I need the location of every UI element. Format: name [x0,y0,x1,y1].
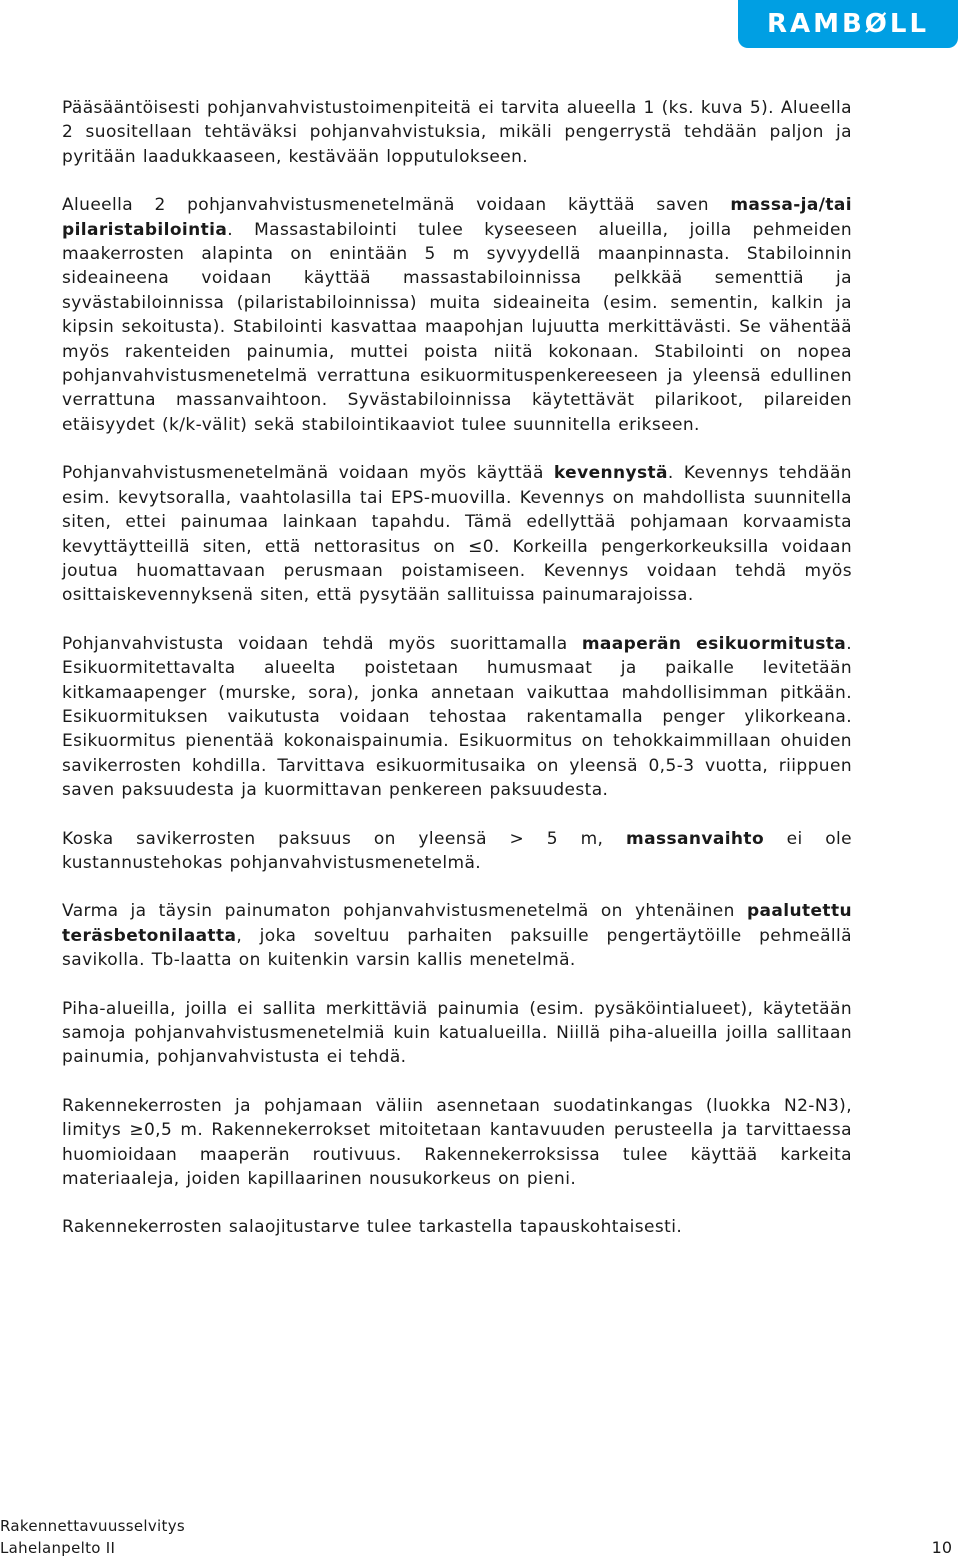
paragraph-text: . Esikuormitettavalta alueelta poistetaan humusmaat ja paikalle levitetään kitkamaapenger (murske, sora), jonka annetaan vaikuttaa mahdollisimman pitkään. Esikuormituksen vaikutusta voidaan tehostaa rakentamalla penger ylikorkeana. Esikuormitus pienentää kokonaispainumia. Esikuormitus on tehokkaimmillaan ohuiden savikerrosten kohdilla. Tarvittava esikuormitusaika on yleensä 0,5-3 vuotta, riippuen saven paksuudesta ja kuormittavan penkereen paksuudesta. [62,633,852,801]
page-number: 10 [931,1538,952,1557]
paragraph-text: . Massastabilointi tulee kyseeseen alueilla, joilla pehmeiden maakerrosten alapinta on enintään 5 m syvyydellä maanpinnasta. Stabiloinnin sideaineena voidaan käyttää massastabiloinnissa pelkkää sementtiä ja syvästabiloinnissa (pilaristabiloinnissa) muita sideaineita (esim. sementin, kalkin ja kipsin sekoitusta). Stabilointi kasvattaa maapohjan lujuutta merkittävästi. Se vähentää myös rakenteiden painumia, muttei poista niitä kokonaan. Stabilointi on nopea pohjanvahvistusmenetelmä verrattuna esikuormituspenkereeseen ja yleensä edullinen verrattuna massanvaihtoon. Syvästabiloinnissa käytettävät pilarikoot, pilareiden etäisyydet (k/k-välit) sekä stabilointikaaviot tulee suunnitella erikseen. [62,219,852,435]
rambol-logo [738,0,958,48]
paragraph [62,96,852,169]
paragraph-text: ei ole kustannustehokas pohjanvahvistusmenetelmä. [62,828,852,873]
paragraph [62,827,852,876]
paragraph [62,1094,852,1192]
bold-term: paalutettu teräsbetonilaatta [62,901,852,946]
paragraph-text: . Kevennys tehdään esim. kevytsoralla, vaahtolasilla tai EPS-muovilla. Kevennys on mahdollista suunnitella siten, ettei painumaa lainkaan tapahdu. Tämä edellyttää pohjamaan korvaamista kevyttäytteillä siten, että nettorasitus on ≤0. Korkeilla pengerkorkeuksilla voidaan joutua huomattavaan perusmaan poistamiseen. Kevennys voidaan tehdä myös osittaiskevennyksenä siten, että pysytään sallituissa painumarajoissa. [62,463,852,606]
paragraph-text: Rakennekerrosten salaojitustarve tulee tarkastella tapauskohtaisesti. [62,1217,683,1238]
paragraph [62,193,852,437]
bold-term: massa-ja/tai pilaristabilointia [62,195,852,240]
bold-term: maaperän esikuormitusta [581,633,847,654]
paragraph-text: Alueella 2 pohjanvahvistusmenetelmänä voidaan käyttää saven [62,195,731,216]
footer-document-title: Rakennettavuusselvitys [0,1517,185,1535]
paragraph-text: Pohjanvahvistusta voidaan tehdä myös suorittamalla [62,633,582,654]
paragraph-text: Pohjanvahvistusmenetelmänä voidaan myös käyttää [62,463,554,484]
paragraph-text: Koska savikerrosten paksuus on yleensä > 5 m, [62,828,626,849]
logo-text: RAMBØLL [766,9,930,39]
paragraph [62,461,852,607]
document-body [62,96,852,1264]
bold-term: massanvaihto [625,828,765,849]
paragraph-text: Varma ja täysin painumaton pohjanvahvistusmenetelmä on yhtenäinen [62,901,747,922]
paragraph [62,899,852,972]
footer-project-name: Lahelanpelto II [0,1539,116,1557]
paragraph [62,632,852,803]
paragraph [62,997,852,1070]
paragraph-text: Rakennekerrosten ja pohjamaan väliin asennetaan suodatinkangas (luokka N2-N3), limitys ≥0,5 m. Rakennekerrokset mitoitetaan kantavuuden perusteella ja tarvittaessa huomioidaan maaperän routivuus. Rakennekerroksissa tulee käyttää karkeita materiaaleja, joiden kapillaarinen nousukorkeus on pieni. [62,1095,852,1190]
paragraph-text: Piha-alueilla, joilla ei sallita merkittäviä painumia (esim. pysäköintialueet), käytetään samoja pohjanvahvistusmenetelmiä kuin katualueilla. Niillä piha-alueilla joilla sallitaan painumia, pohjanvahvistusta ei tehdä. [62,998,852,1068]
paragraph-text: , joka soveltuu parhaiten paksuille pengertäytöille pehmeällä savikolla. Tb-laatta on kuitenkin varsin kallis menetelmä. [62,925,852,971]
paragraph [62,1215,852,1239]
bold-term: kevennystä [553,463,668,484]
page-footer [0,1515,952,1559]
paragraph-text: Pääsääntöisesti pohjanvahvistustoimenpiteitä ei tarvita alueella 1 (ks. kuva 5). Alueella 2 suositellaan tehtäväksi pohjanvahvistuksia, mikäli pengerrystä tehdään paljon ja pyritään laadukkaaseen, kestävään lopputulokseen. [62,98,852,167]
